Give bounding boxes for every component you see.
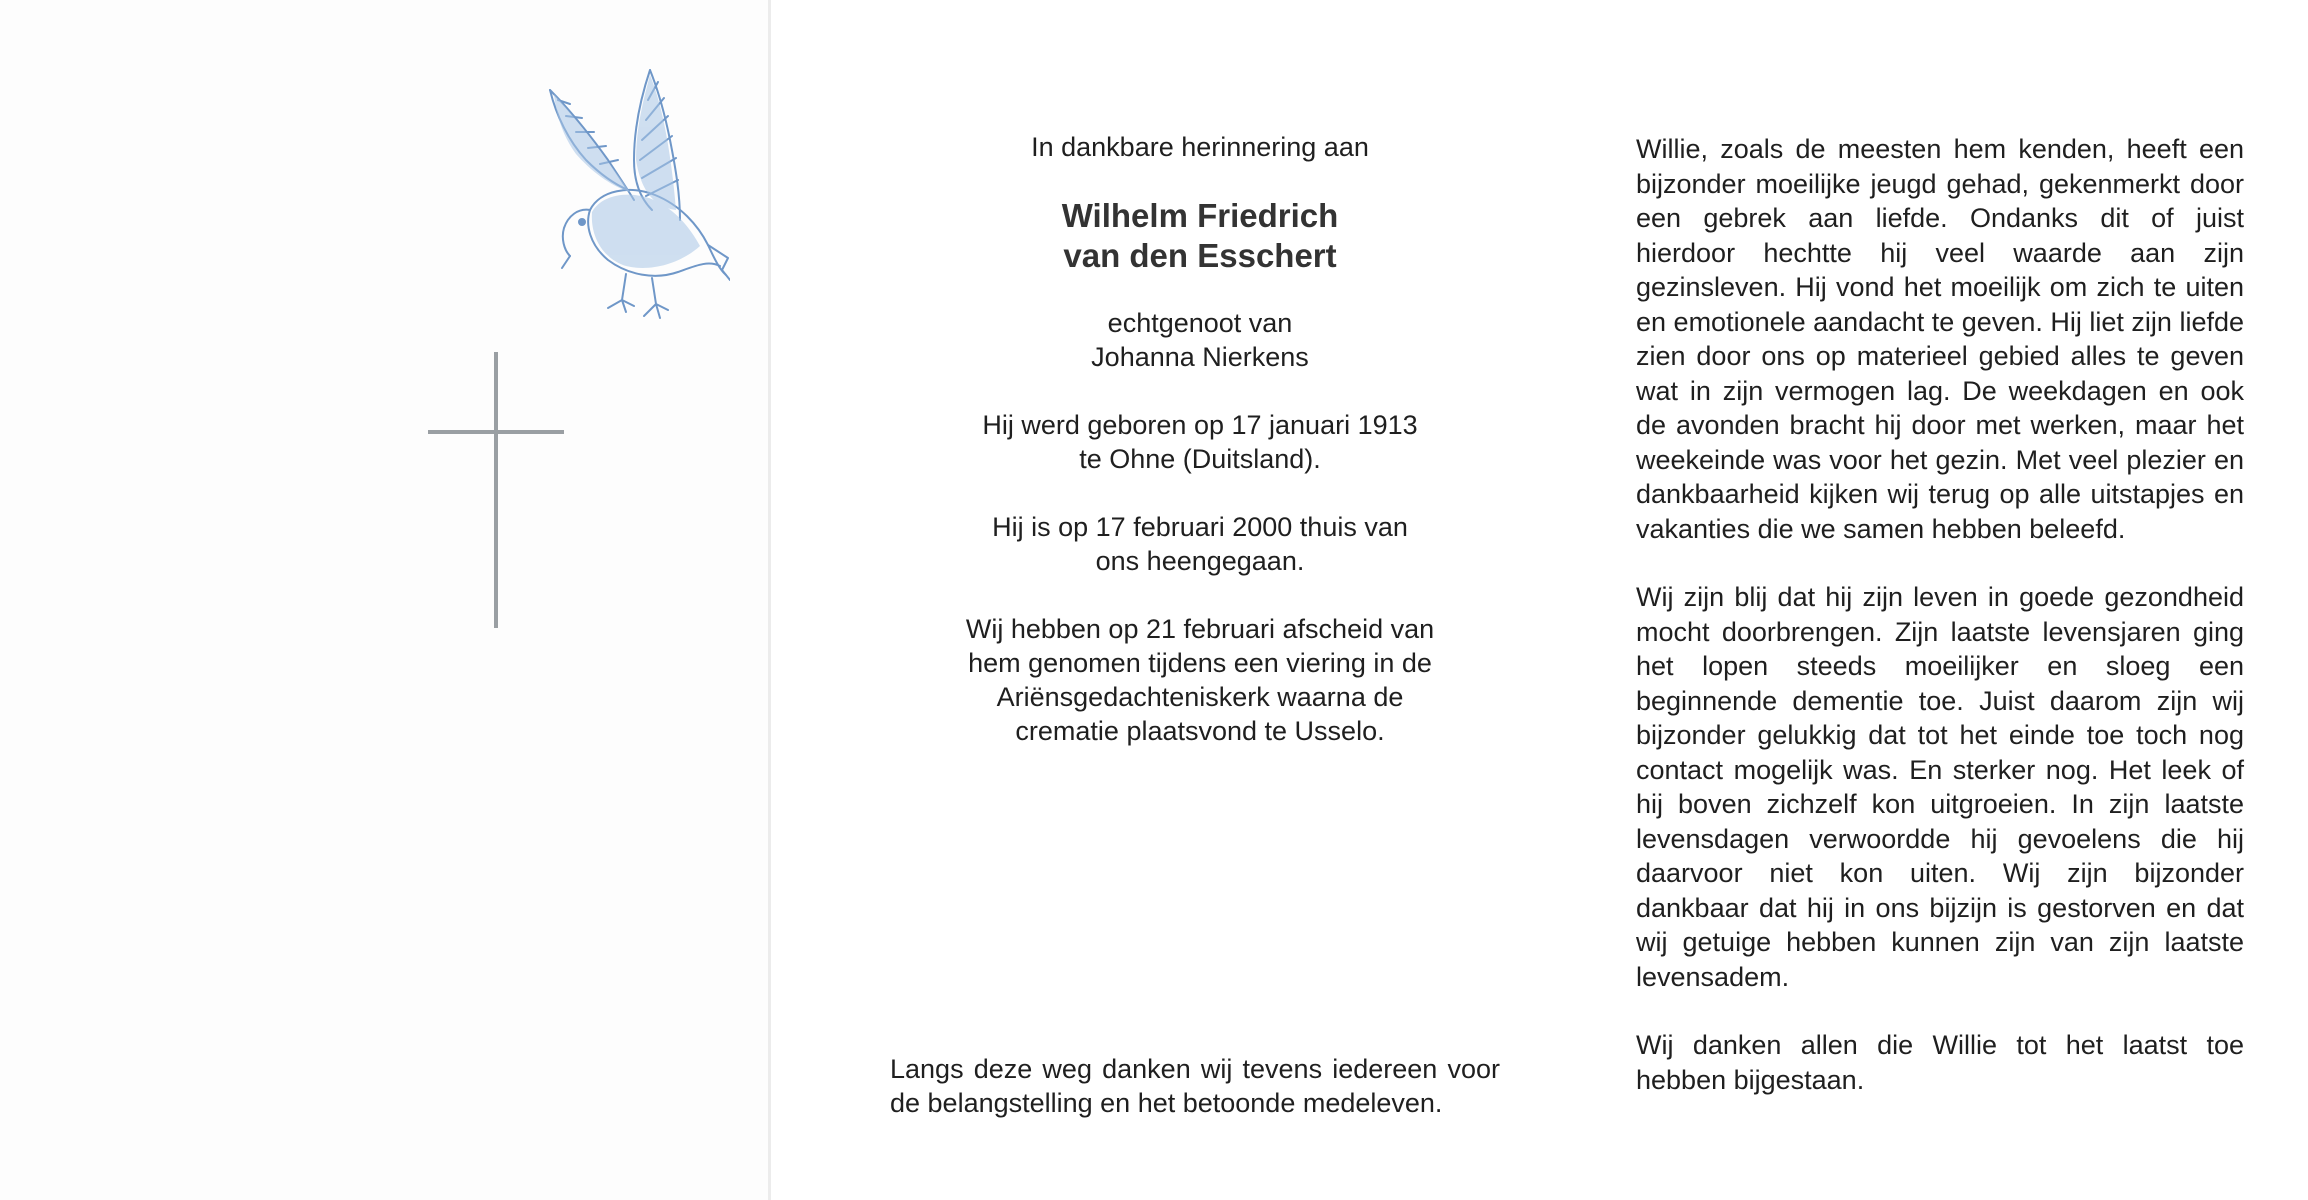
name-line-1: Wilhelm Friedrich (1061, 197, 1339, 234)
memorial-text-right (1636, 132, 2244, 1131)
spouse-text (880, 306, 1520, 374)
birth-line-1: Hij werd geboren op 17 januari 1913 (982, 410, 1418, 440)
dove-icon (530, 60, 730, 335)
name-line-2: van den Esschert (1063, 237, 1337, 274)
farewell-line-2: hem genomen tijdens een viering in de (968, 648, 1432, 678)
paragraph-childhood: Willie, zoals de meesten hem kenden, heeft een bijzonder moeilijke jeugd gehad, gekenmerkt door een gebrek aan liefde. Ondanks dit of juist hierdoor hechtte hij veel waarde aan zijn gezinsleven. Hij vond het moeilijk om zich te uiten en emotionele aandacht te geven. Hij liet zijn liefde zien door ons op materieel gebied alles te geven wat in zijn vermogen lag. De weekdagen en ook de avonden bracht hij door met werken, maar het weekeinde was voor het gezin. Met veel plezier en dankbaarheid kijken wij terug op alle uitstapjes en vakanties die we samen hebben beleefd. (1636, 134, 2244, 544)
farewell-line-4: crematie plaatsvond te Usselo. (1015, 716, 1385, 746)
cross-icon (428, 352, 564, 628)
memorial-text-center (880, 130, 1520, 782)
birth-text (880, 408, 1520, 476)
farewell-text (880, 612, 1520, 748)
death-line-2: ons heengegaan. (1095, 546, 1305, 576)
farewell-line-3: Ariënsgedachteniskerk waarna de (996, 682, 1404, 712)
death-text (880, 510, 1520, 578)
thanks-text: Langs deze weg danken wij tevens iedereen voor de belangstelling en het betoonde medeleven. (890, 1054, 1500, 1118)
farewell-line-1: Wij hebben op 21 februari afscheid van (965, 614, 1435, 644)
spouse-line-2: Johanna Nierkens (1091, 342, 1309, 372)
paragraph-final-years: Wij zijn blij dat hij zijn leven in goede gezondheid mocht doorbrengen. Zijn laatste levensjaren ging het lopen steeds moeilijker en sloeg een beginnende dementie toe. Juist daarom zijn wij bijzonder gelukkig dat tot het einde toe toch nog contact mogelijk was. En sterker nog. Het leek of hij boven zichzelf kon uitgroeien. In zijn laatste levensdagen verwoordde hij gevoelens die hij daarvoor niet kon uiten. Wij zijn bijzonder dankbaar dat hij in ons bijzijn is gestorven en dat wij getuige hebben kunnen zijn van zijn laatste levensadem. (1636, 582, 2244, 992)
spouse-line-1: echtgenoot van (1107, 308, 1293, 338)
birth-line-2: te Ohne (Duitsland). (1079, 444, 1321, 474)
deceased-name (880, 196, 1520, 276)
death-line-1: Hij is op 17 februari 2000 thuis van (992, 512, 1408, 542)
paragraph-thanks: Wij danken allen die Willie tot het laatst toe hebben bijgestaan. (1636, 1030, 2244, 1095)
intro-text: In dankbare herinnering aan (1031, 132, 1369, 162)
card-front-panel (0, 0, 770, 1200)
